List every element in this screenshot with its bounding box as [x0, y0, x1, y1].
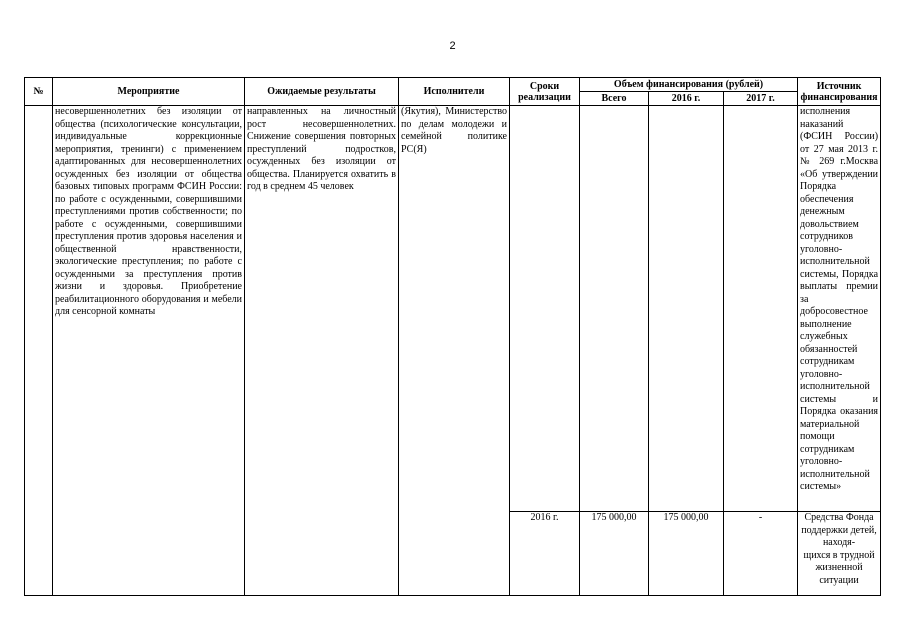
cell-event: несовершеннолетних без изоляции от общества (психологические консультации, индивидуальные коррекционные мероприятия, тренинги) с применением адаптированных для несовершеннолетних осужденных без изоляции от общества базовых типовых программ ФСИН России: по работе с осужденными, совершившими преступлениями против собственности; по работе с осужденными, совершившими преступления против здоровья населения и общественной нравственности, экологические преступления; по работе с осужденными за преступления против жизни и здоровья. Приобретение реабилитационного оборудования и мебели для сенсорной комнаты — [53, 106, 245, 596]
cell-deadline: 2016 г. — [510, 512, 580, 596]
cell-2017-empty — [724, 106, 798, 512]
header-total: Всего — [580, 92, 649, 106]
page-number: 2 — [449, 40, 456, 52]
cell-total: 175 000,00 — [580, 512, 649, 596]
header-executors: Исполнители — [399, 78, 510, 106]
header-funding-source: Источник финансирования — [798, 78, 881, 106]
header-event: Мероприятие — [53, 78, 245, 106]
table-row — [25, 106, 881, 512]
cell-2016: 175 000,00 — [649, 512, 724, 596]
header-deadline: Сроки реализации — [510, 78, 580, 106]
header-expected-results: Ожидаемые результаты — [245, 78, 399, 106]
cell-total-empty — [580, 106, 649, 512]
cell-deadline-empty — [510, 106, 580, 512]
activities-table — [24, 77, 881, 596]
cell-number — [25, 106, 53, 596]
cell-executors: (Якутия), Министерство по делам молодежи и семейной политике РС(Я) — [399, 106, 510, 596]
header-funding-volume: Объем финансирования (рублей) — [580, 78, 798, 92]
cell-funding-source: исполнения наказаний (ФСИН России) от 27 мая 2013 г. № 269 г.Москва «Об утверждении Порядка обеспечения денежным довольствием сотрудников уголовно-исполнительной системы, Порядка выплаты премии за добросовестное выполнение служебных обязанностей сотрудникам уголовно-исполнительной системы и Порядка оказания материальной помощи сотрудникам уголовно-исполнительной системы» — [798, 106, 881, 512]
cell-2016-empty — [649, 106, 724, 512]
header-number: № — [25, 78, 53, 106]
header-year-2016: 2016 г. — [649, 92, 724, 106]
cell-funding-source-2: Средства Фонда поддержки детей, находя- щихся в трудной жизненной ситуации — [798, 512, 881, 596]
cell-2017: - — [724, 512, 798, 596]
cell-expected-results: направленных на личностный рост несовершеннолетних. Снижение совершения повторных преступлений подростков, осужденных без изоляции от общества. Планируется охватить в год в среднем 45 человек — [245, 106, 399, 596]
header-year-2017: 2017 г. — [724, 92, 798, 106]
